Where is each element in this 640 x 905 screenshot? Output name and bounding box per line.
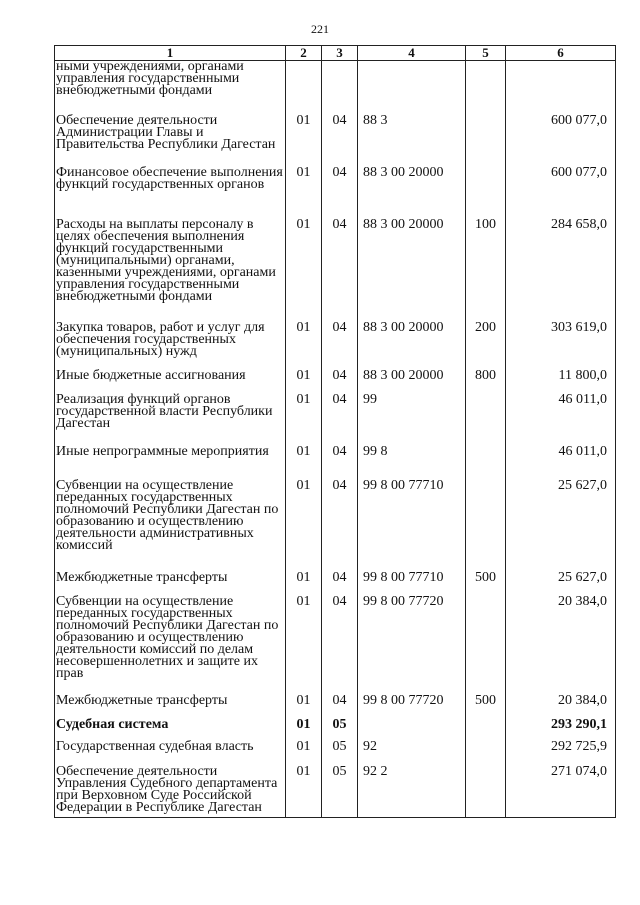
table-row: [55, 394, 616, 446]
row-name-cell: Закупка товаров, работ и услуг для обеспечения государственных (муниципальных) нужд: [55, 322, 286, 370]
row-target-code-cell: 88 3 00 20000: [358, 219, 466, 322]
row-section-cell: 01: [286, 115, 322, 167]
row-subsection-cell: 04: [322, 446, 358, 480]
row-subsection-cell: 04: [322, 167, 358, 219]
row-expense-type-cell: [466, 766, 506, 818]
row-expense-type-cell: [466, 446, 506, 480]
row-section-cell: 01: [286, 394, 322, 446]
table-row: [55, 480, 616, 572]
row-amount-cell: 271 074,0: [506, 766, 616, 818]
row-subsection-cell: 04: [322, 596, 358, 695]
row-name-cell: Судебная система: [55, 719, 286, 741]
row-amount-cell: [506, 61, 616, 115]
row-amount-cell: 20 384,0: [506, 695, 616, 719]
row-expense-type-cell: 500: [466, 695, 506, 719]
row-section-cell: [286, 61, 322, 115]
row-subsection-cell: 04: [322, 115, 358, 167]
row-target-code-cell: [358, 719, 466, 741]
table-row: [55, 766, 616, 818]
row-section-cell: 01: [286, 219, 322, 322]
row-expense-type-cell: [466, 596, 506, 695]
row-target-code-cell: 99 8 00 77720: [358, 695, 466, 719]
row-name-cell: ными учреждениями, органами управления государственными внебюджетными фондами: [55, 61, 286, 115]
table-row: [55, 115, 616, 167]
row-subsection-cell: 04: [322, 394, 358, 446]
row-amount-cell: 284 658,0: [506, 219, 616, 322]
row-target-code-cell: 99 8 00 77710: [358, 480, 466, 572]
row-section-cell: 01: [286, 370, 322, 394]
row-name-cell: Обеспечение деятельности Администрации Главы и Правительства Республики Дагестан: [55, 115, 286, 167]
row-target-code-cell: 88 3 00 20000: [358, 167, 466, 219]
row-section-cell: 01: [286, 695, 322, 719]
row-name-cell: Расходы на выплаты персоналу в целях обеспечения выполнения функций государственными (муниципальными) органами, казенными учреждениями, органами управления государственными внебюджетными фондами: [55, 219, 286, 322]
row-target-code-cell: 92: [358, 741, 466, 766]
row-expense-type-cell: [466, 167, 506, 219]
row-amount-cell: 25 627,0: [506, 480, 616, 572]
row-name-cell: Межбюджетные трансферты: [55, 572, 286, 596]
row-expense-type-cell: [466, 115, 506, 167]
row-amount-cell: 293 290,1: [506, 719, 616, 741]
row-amount-cell: 20 384,0: [506, 596, 616, 695]
row-subsection-cell: 04: [322, 695, 358, 719]
row-amount-cell: 292 725,9: [506, 741, 616, 766]
row-name-cell: Субвенции на осуществление переданных государственных полномочий Республики Дагестан по образованию и осуществлению деятельности комиссий по делам несовершеннолетних и защите их прав: [55, 596, 286, 695]
row-amount-cell: 46 011,0: [506, 446, 616, 480]
table-body: [55, 61, 616, 818]
row-section-cell: 01: [286, 596, 322, 695]
row-expense-type-cell: [466, 480, 506, 572]
table-row: [55, 596, 616, 695]
row-name-cell: Обеспечение деятельности Управления Судебного департамента при Верховном Суде Российской Федерации в Республике Дагестан: [55, 766, 286, 818]
row-amount-cell: 303 619,0: [506, 322, 616, 370]
row-subsection-cell: 05: [322, 741, 358, 766]
table-row: [55, 719, 616, 741]
row-name-cell: Государственная судебная власть: [55, 741, 286, 766]
row-section-cell: 01: [286, 167, 322, 219]
row-name-cell: Иные непрограммные мероприятия: [55, 446, 286, 480]
row-subsection-cell: 04: [322, 572, 358, 596]
column-header-section: 2: [286, 46, 322, 61]
row-subsection-cell: 05: [322, 719, 358, 741]
column-header-subsection: 3: [322, 46, 358, 61]
row-subsection-cell: 04: [322, 370, 358, 394]
table-row: [55, 167, 616, 219]
row-target-code-cell: 88 3 00 20000: [358, 370, 466, 394]
row-expense-type-cell: [466, 719, 506, 741]
row-section-cell: 01: [286, 322, 322, 370]
table-row: [55, 741, 616, 766]
row-amount-cell: 600 077,0: [506, 115, 616, 167]
row-subsection-cell: 05: [322, 766, 358, 818]
row-target-code-cell: 99: [358, 394, 466, 446]
row-target-code-cell: 99 8 00 77720: [358, 596, 466, 695]
row-amount-cell: 11 800,0: [506, 370, 616, 394]
row-name-cell: Финансовое обеспечение выполнения функций государственных органов: [55, 167, 286, 219]
column-header-expense-type: 5: [466, 46, 506, 61]
row-section-cell: 01: [286, 741, 322, 766]
budget-table-wrapper: [54, 45, 615, 818]
row-subsection-cell: 04: [322, 219, 358, 322]
row-target-code-cell: 92 2: [358, 766, 466, 818]
table-row: [55, 572, 616, 596]
row-expense-type-cell: 100: [466, 219, 506, 322]
table-row: [55, 695, 616, 719]
budget-table: [54, 45, 616, 818]
row-subsection-cell: 04: [322, 480, 358, 572]
row-amount-cell: 600 077,0: [506, 167, 616, 219]
row-section-cell: 01: [286, 446, 322, 480]
row-section-cell: 01: [286, 480, 322, 572]
table-row: [55, 61, 616, 115]
row-name-cell: Межбюджетные трансферты: [55, 695, 286, 719]
column-header-target-code: 4: [358, 46, 466, 61]
row-target-code-cell: [358, 61, 466, 115]
row-section-cell: 01: [286, 719, 322, 741]
row-name-cell: Субвенции на осуществление переданных государственных полномочий Республики Дагестан по образованию и осуществлению деятельности административных комиссий: [55, 480, 286, 572]
row-expense-type-cell: 200: [466, 322, 506, 370]
column-header-amount: 6: [506, 46, 616, 61]
row-expense-type-cell: 500: [466, 572, 506, 596]
row-target-code-cell: 99 8 00 77710: [358, 572, 466, 596]
row-target-code-cell: 99 8: [358, 446, 466, 480]
row-name-cell: Иные бюджетные ассигнования: [55, 370, 286, 394]
row-expense-type-cell: [466, 394, 506, 446]
row-amount-cell: 25 627,0: [506, 572, 616, 596]
table-row: [55, 370, 616, 394]
row-name-cell: Реализация функций органов государственной власти Республики Дагестан: [55, 394, 286, 446]
table-row: [55, 446, 616, 480]
row-target-code-cell: 88 3 00 20000: [358, 322, 466, 370]
column-header-name: 1: [55, 46, 286, 61]
row-amount-cell: 46 011,0: [506, 394, 616, 446]
row-subsection-cell: 04: [322, 322, 358, 370]
table-row: [55, 322, 616, 370]
row-target-code-cell: 88 3: [358, 115, 466, 167]
row-section-cell: 01: [286, 572, 322, 596]
row-subsection-cell: [322, 61, 358, 115]
row-expense-type-cell: 800: [466, 370, 506, 394]
row-section-cell: 01: [286, 766, 322, 818]
row-expense-type-cell: [466, 741, 506, 766]
page-number: 221: [311, 22, 329, 36]
table-row: [55, 219, 616, 322]
row-expense-type-cell: [466, 61, 506, 115]
